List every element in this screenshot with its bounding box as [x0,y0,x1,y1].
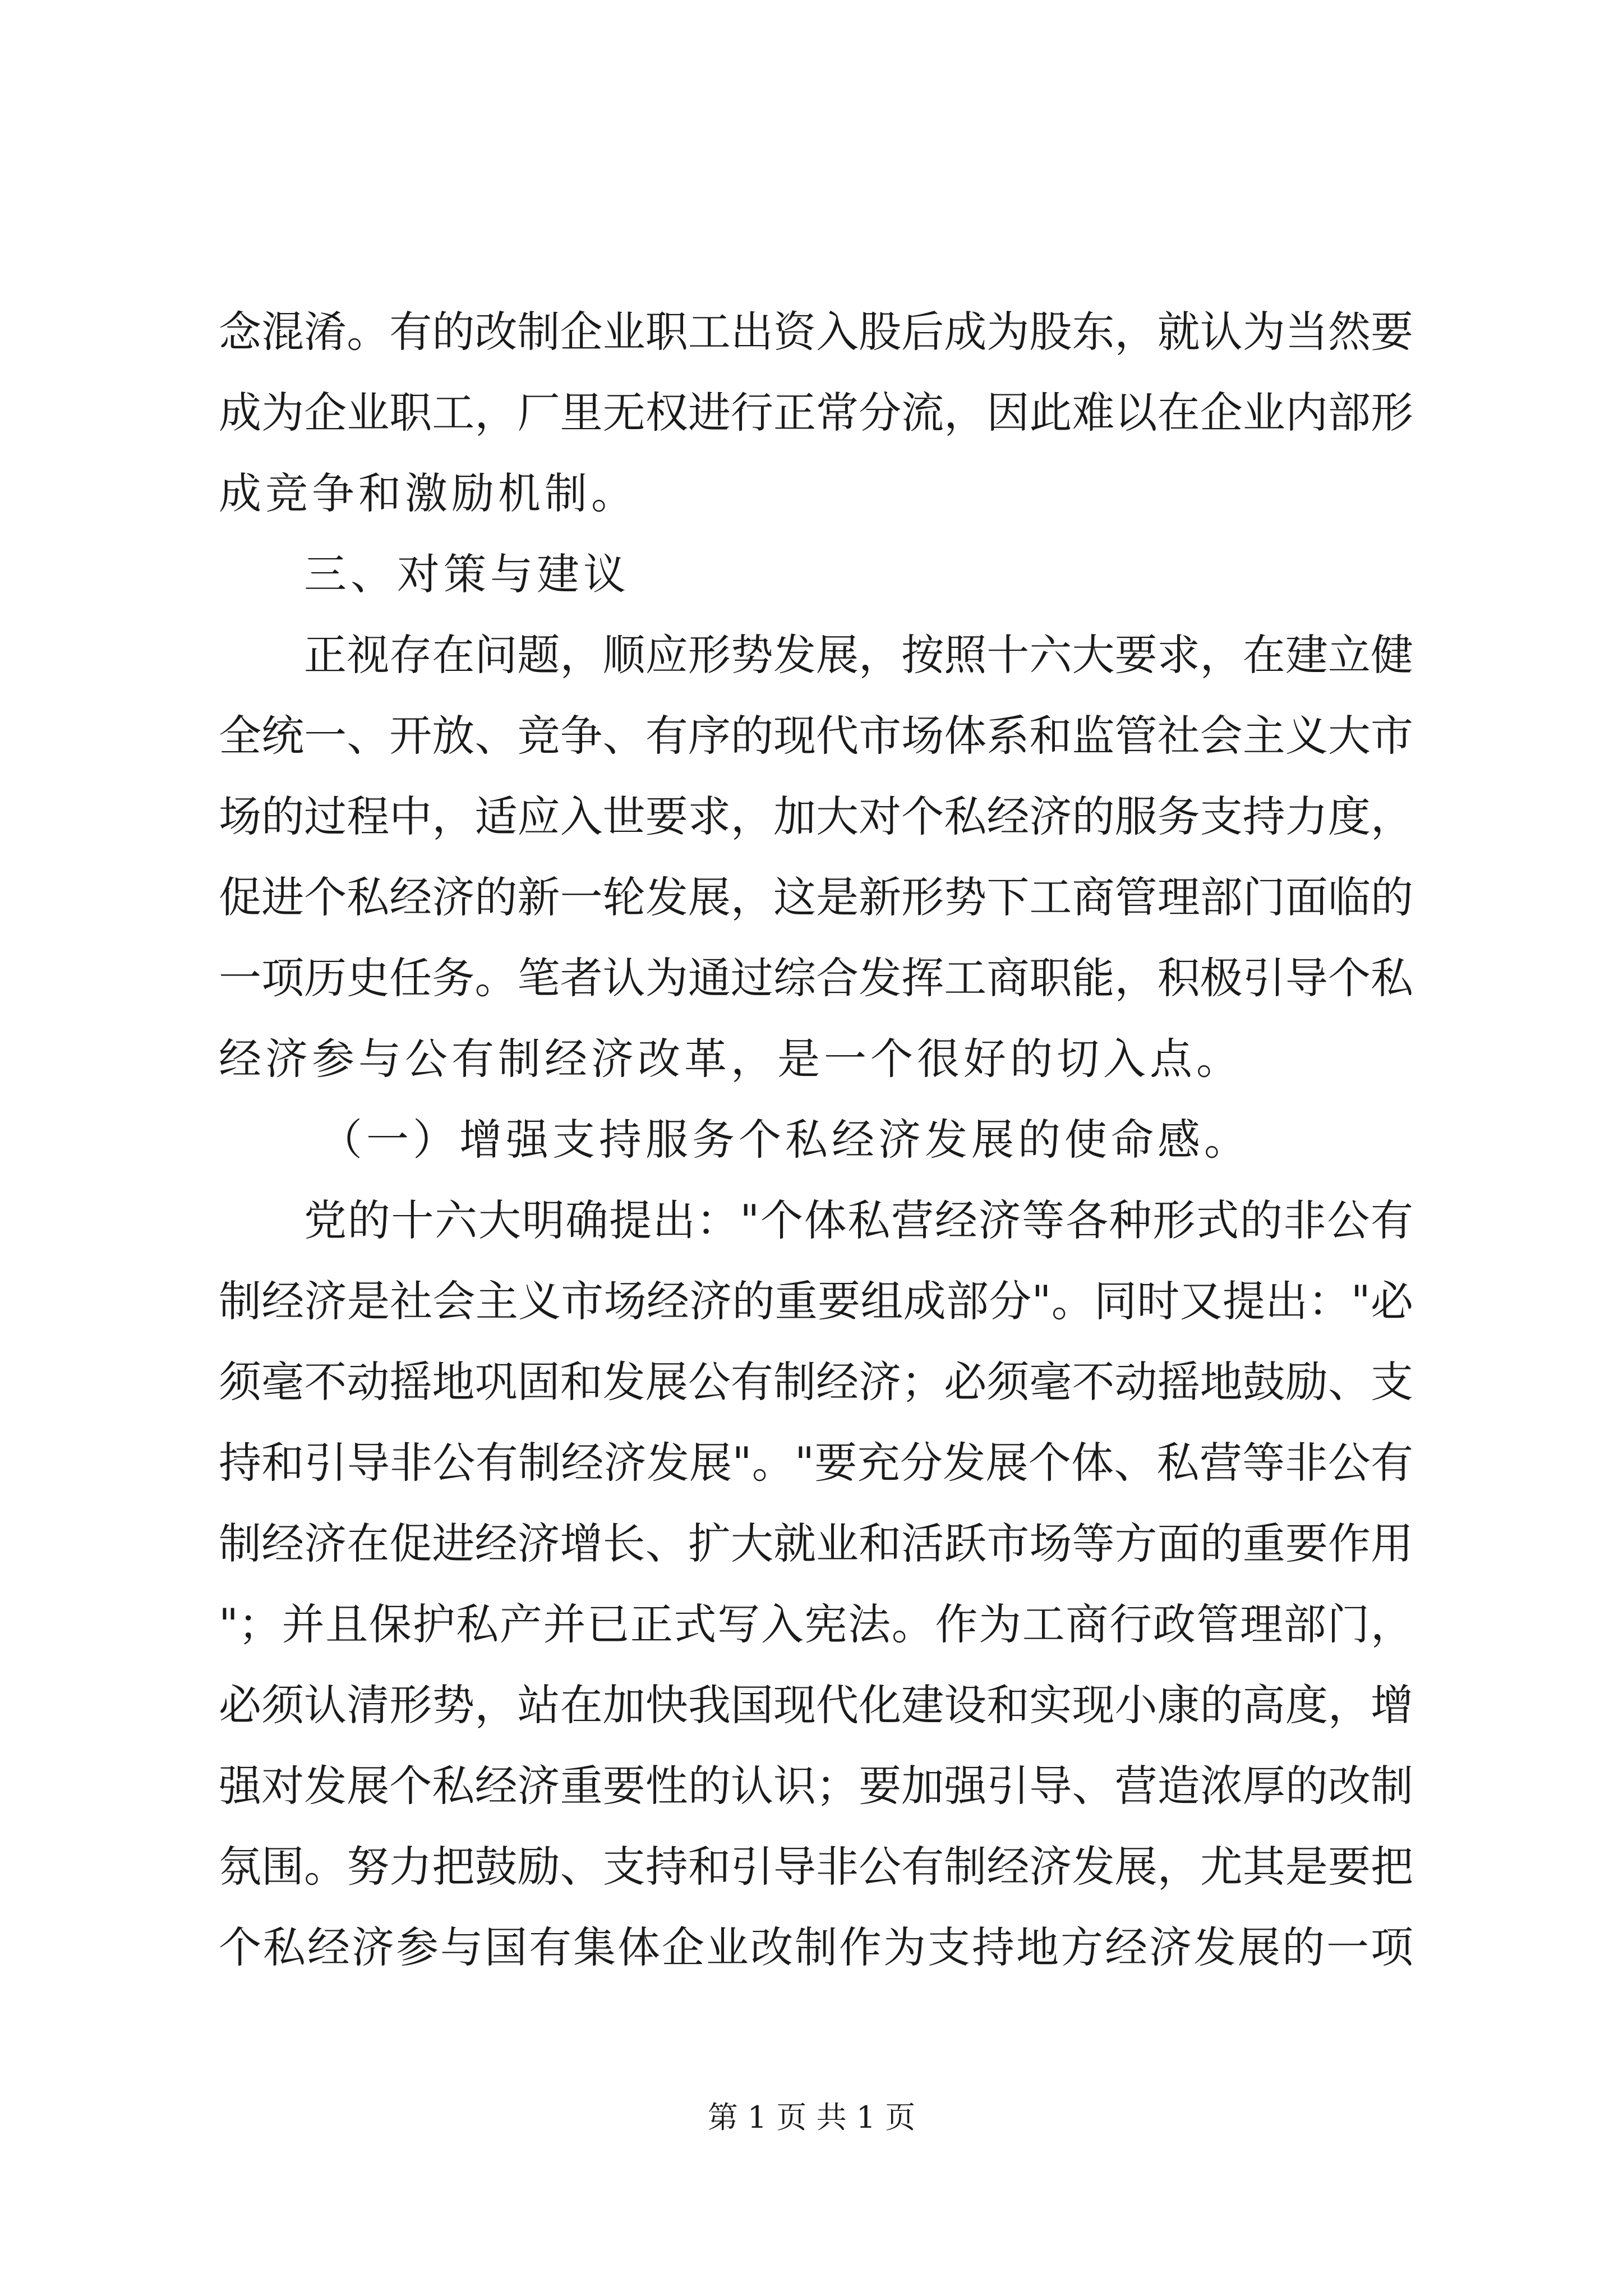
paragraph-start-line: 正视存在问题，顺应形势发展，按照十六大要求，在建立健 [304,630,1413,680]
document-body [219,292,1413,1988]
subsection-heading: （一）增强支持服务个私经济发展的使命感。 [320,1115,1251,1165]
text-line: 场的过程中，适应入世要求，加大对个私经济的服务支持力度， [219,792,1413,841]
text-line: 持和引导非公有制经济发展"。"要充分发展个体、私营等非公有 [219,1438,1413,1488]
text-line: 成为企业职工，厂里无权进行正常分流，因此难以在企业内部形 [219,388,1413,438]
text-line: 全统一、开放、竞争、有序的现代市场体系和监管社会主义大市 [219,711,1413,761]
section-heading: 三、对策与建议 [304,549,630,599]
text-line: "；并且保护私产并已正式写入宪法。作为工商行政管理部门， [219,1599,1413,1649]
text-line: 念混淆。有的改制企业职工出资入股后成为股东，就认为当然要 [219,307,1413,357]
text-line: 制经济在促进经济增长、扩大就业和活跃市场等方面的重要作用 [219,1519,1413,1568]
text-line: 强对发展个私经济重要性的认识；要加强引导、营造浓厚的改制 [219,1761,1413,1811]
text-line: 经济参与公有制经济改革，是一个很好的切入点。 [219,1034,1243,1084]
paragraph-start-line: 党的十六大明确提出："个体私营经济等各种形式的非公有 [304,1195,1413,1245]
text-line: 必须认清形势，站在加快我国现代化建设和实现小康的高度，增 [219,1680,1413,1730]
page-number-footer: 第 1 页 共 1 页 [707,2100,916,2135]
text-line: 个私经济参与国有集体企业改制作为支持地方经济发展的一项 [219,1922,1413,1972]
text-line: 成竞争和激励机制。 [219,468,638,518]
text-line: 促进个私经济的新一轮发展，这是新形势下工商管理部门面临的 [219,872,1413,922]
text-line: 须毫不动摇地巩固和发展公有制经济；必须毫不动摇地鼓励、支 [219,1357,1413,1407]
text-line: 一项历史任务。笔者认为通过综合发挥工商职能，积极引导个私 [219,953,1413,1003]
text-line: 制经济是社会主义市场经济的重要组成部分"。同时又提出："必 [219,1276,1413,1326]
text-line: 氛围。努力把鼓励、支持和引导非公有制经济发展，尤其是要把 [219,1842,1413,1892]
